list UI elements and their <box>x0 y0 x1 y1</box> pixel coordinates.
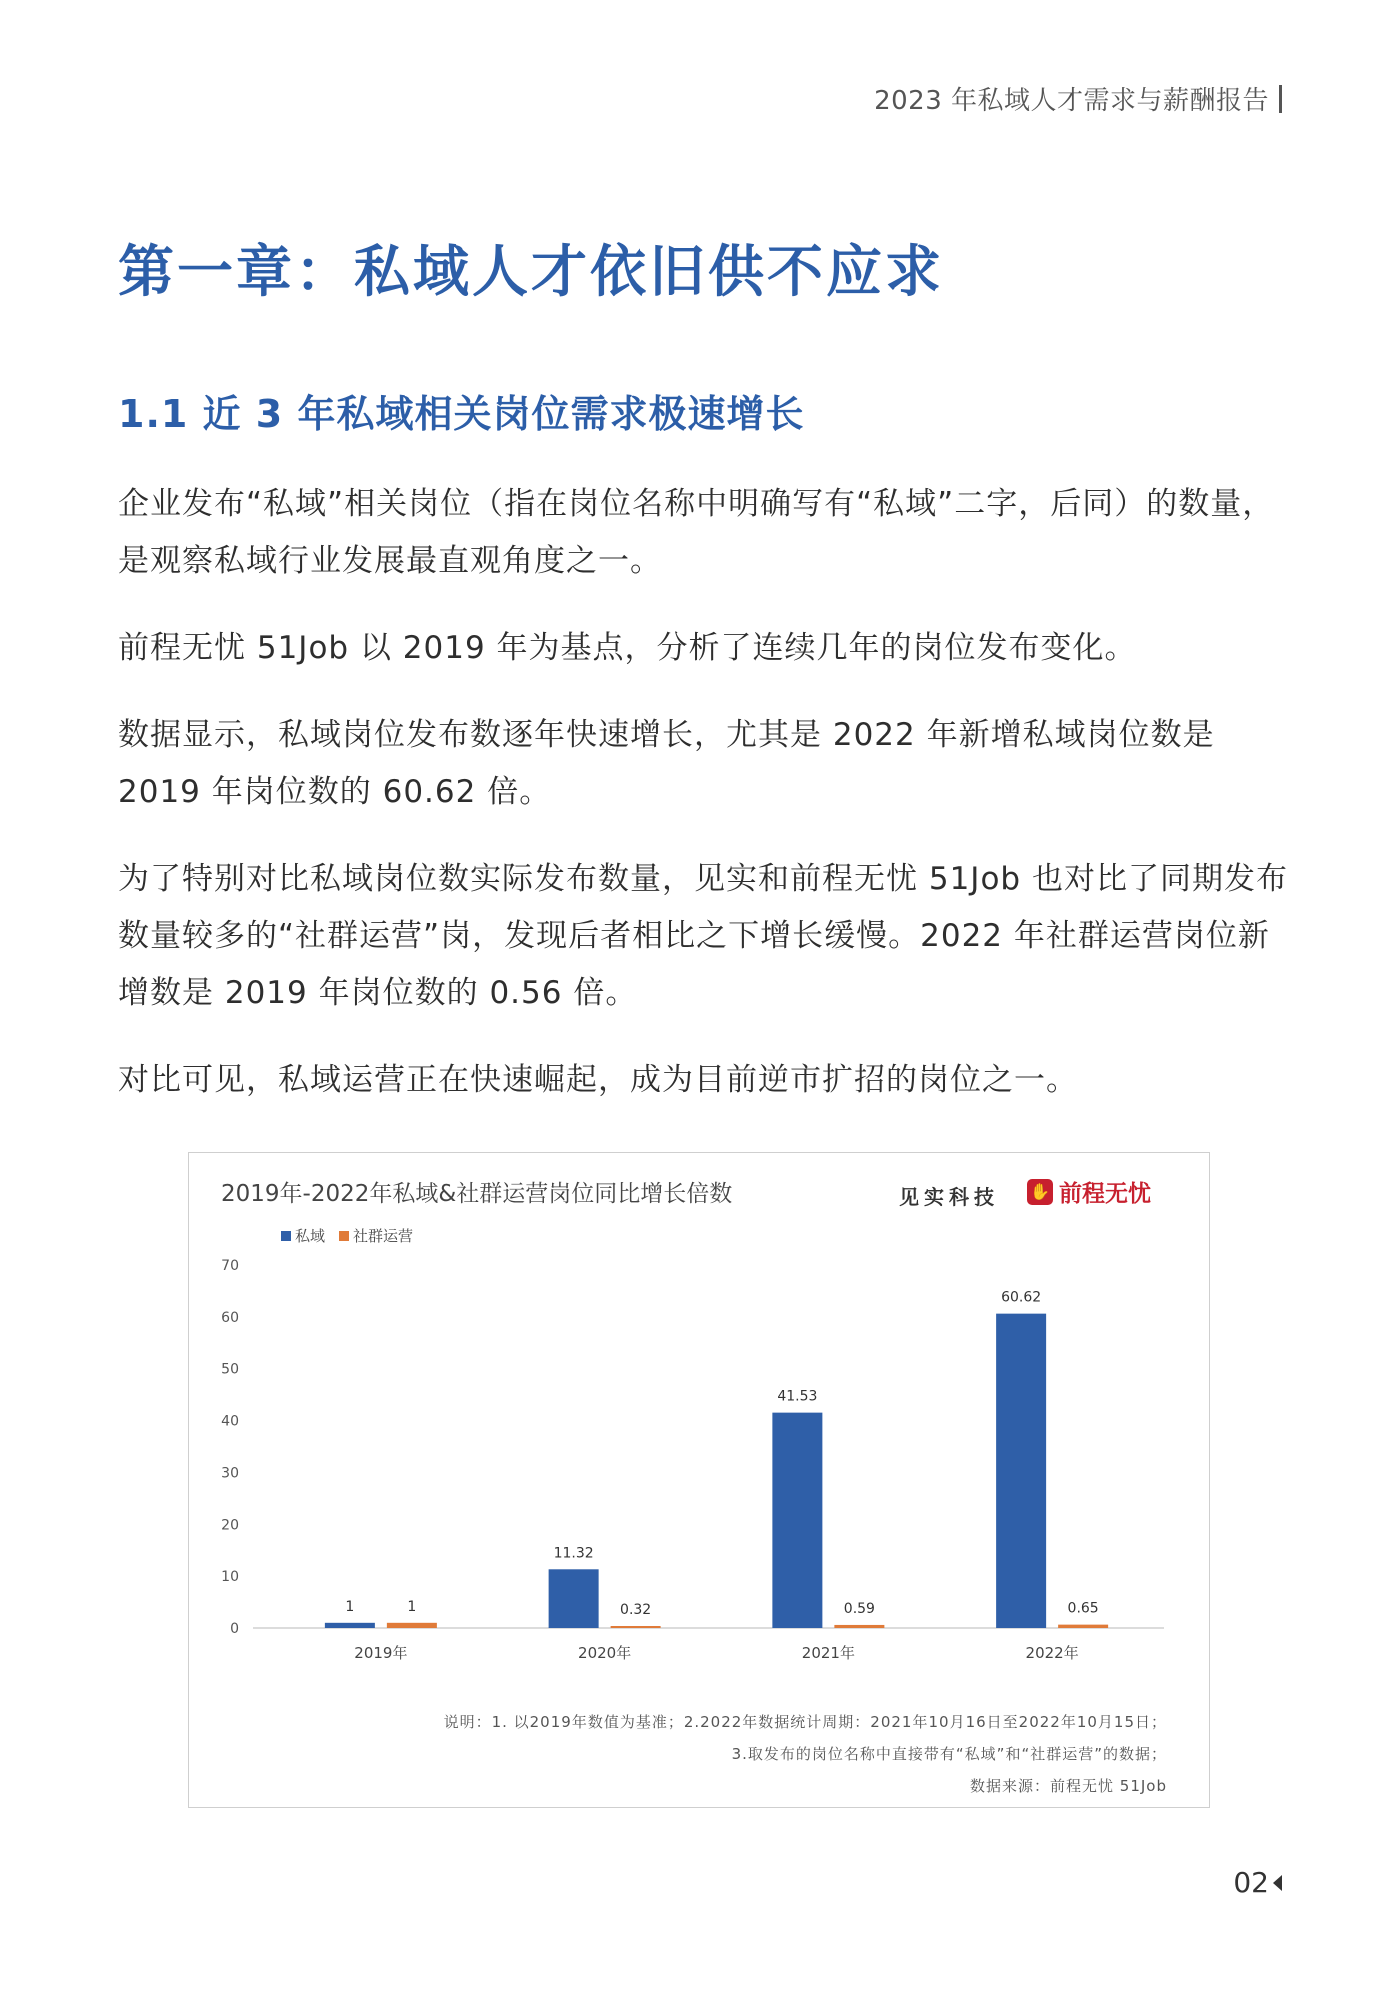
data-label: 1 <box>345 1598 355 1615</box>
bar-siyu <box>325 1623 375 1628</box>
x-tick-label: 2020年 <box>578 1644 632 1662</box>
chart-notes <box>444 1706 1167 1802</box>
data-label: 0.32 <box>620 1602 652 1618</box>
y-tick-label: 0 <box>230 1621 239 1637</box>
bar-shequn <box>1058 1625 1108 1628</box>
paragraph: 前程无忧 51Job 以 2019 年为基点，分析了连续几年的岗位发布变化。 <box>118 630 1137 666</box>
bar-shequn <box>387 1623 437 1628</box>
y-tick-label: 50 <box>221 1361 239 1378</box>
x-tick-label: 2022年 <box>1025 1644 1079 1662</box>
header-divider <box>1279 85 1282 113</box>
data-label: 1 <box>407 1598 417 1615</box>
bar-siyu <box>996 1314 1046 1628</box>
bar-siyu <box>772 1413 822 1628</box>
data-label: 41.53 <box>777 1388 818 1405</box>
data-label: 0.59 <box>843 1600 875 1617</box>
y-tick-label: 40 <box>221 1413 239 1430</box>
y-tick-label: 70 <box>221 1258 239 1274</box>
chart-note: 3.取发布的岗位名称中直接带有“私域”和“社群运营”的数据； <box>731 1745 1167 1763</box>
chart-title: 2019年-2022年私域&社群运营岗位同比增长倍数 <box>221 1181 733 1207</box>
bar-siyu <box>549 1569 599 1628</box>
chart-note: 数据来源：前程无忧 51Job <box>970 1777 1167 1795</box>
page-marker-icon <box>1273 1875 1282 1891</box>
y-tick-label: 30 <box>221 1465 239 1482</box>
chart-note: 说明：1. 以2019年数值为基准；2.2022年数据统计周期：2021年10月16日至2022年10月15日； <box>443 1713 1167 1731</box>
qiancheng-logo-icon: ✋ <box>1027 1179 1053 1205</box>
paragraph: 数据显示，私域岗位发布数逐年快速增长，尤其是 2022 年新增私域岗位数是 2019 年岗位数的 60.62 倍。 <box>118 717 1215 810</box>
report-header <box>874 80 1282 117</box>
bar-shequn <box>611 1626 661 1628</box>
paragraph: 对比可见，私域运营正在快速崛起，成为目前逆市扩招的岗位之一。 <box>118 1062 1078 1098</box>
chart-figure <box>188 1152 1210 1808</box>
data-label: 11.32 <box>553 1545 594 1562</box>
x-tick-label: 2021年 <box>801 1644 855 1662</box>
jianshi-logo: 见实科技 <box>899 1185 999 1209</box>
x-tick-label: 2019年 <box>354 1644 408 1662</box>
report-title: 2023 年私域人才需求与薪酬报告 <box>874 86 1269 116</box>
chapter-title: 第一章：私域人才依旧供不应求 <box>118 240 944 305</box>
legend-label: 私域 <box>295 1227 326 1245</box>
y-tick-label: 60 <box>221 1309 239 1326</box>
data-label: 0.65 <box>1067 1600 1099 1617</box>
data-label: 60.62 <box>1001 1289 1042 1306</box>
qiancheng-logo-text: 前程无忧 <box>1059 1181 1151 1207</box>
y-tick-label: 10 <box>221 1569 239 1586</box>
body-text <box>118 476 1288 1139</box>
section-title: 1.1 近 3 年私域相关岗位需求极速增长 <box>118 392 805 436</box>
bar-chart-plot <box>189 1153 1209 1713</box>
paragraph: 企业发布“私域”相关岗位（指在岗位名称中明确写有“私域”二字，后同）的数量，是观察私域行业发展最直观角度之一。 <box>118 486 1275 579</box>
bar-shequn <box>834 1625 884 1628</box>
page-number <box>1233 1866 1282 1899</box>
y-tick-label: 20 <box>221 1517 239 1534</box>
page-number-text: 02 <box>1233 1866 1269 1899</box>
legend-label: 社群运营 <box>353 1227 414 1245</box>
paragraph: 为了特别对比私域岗位数实际发布数量，见实和前程无忧 51Job 也对比了同期发布数量较多的“社群运营”岗，发现后者相比之下增长缓慢。2022 年社群运营岗位新增数是 2019 年岗位数的 0.56 倍。 <box>118 861 1288 1011</box>
